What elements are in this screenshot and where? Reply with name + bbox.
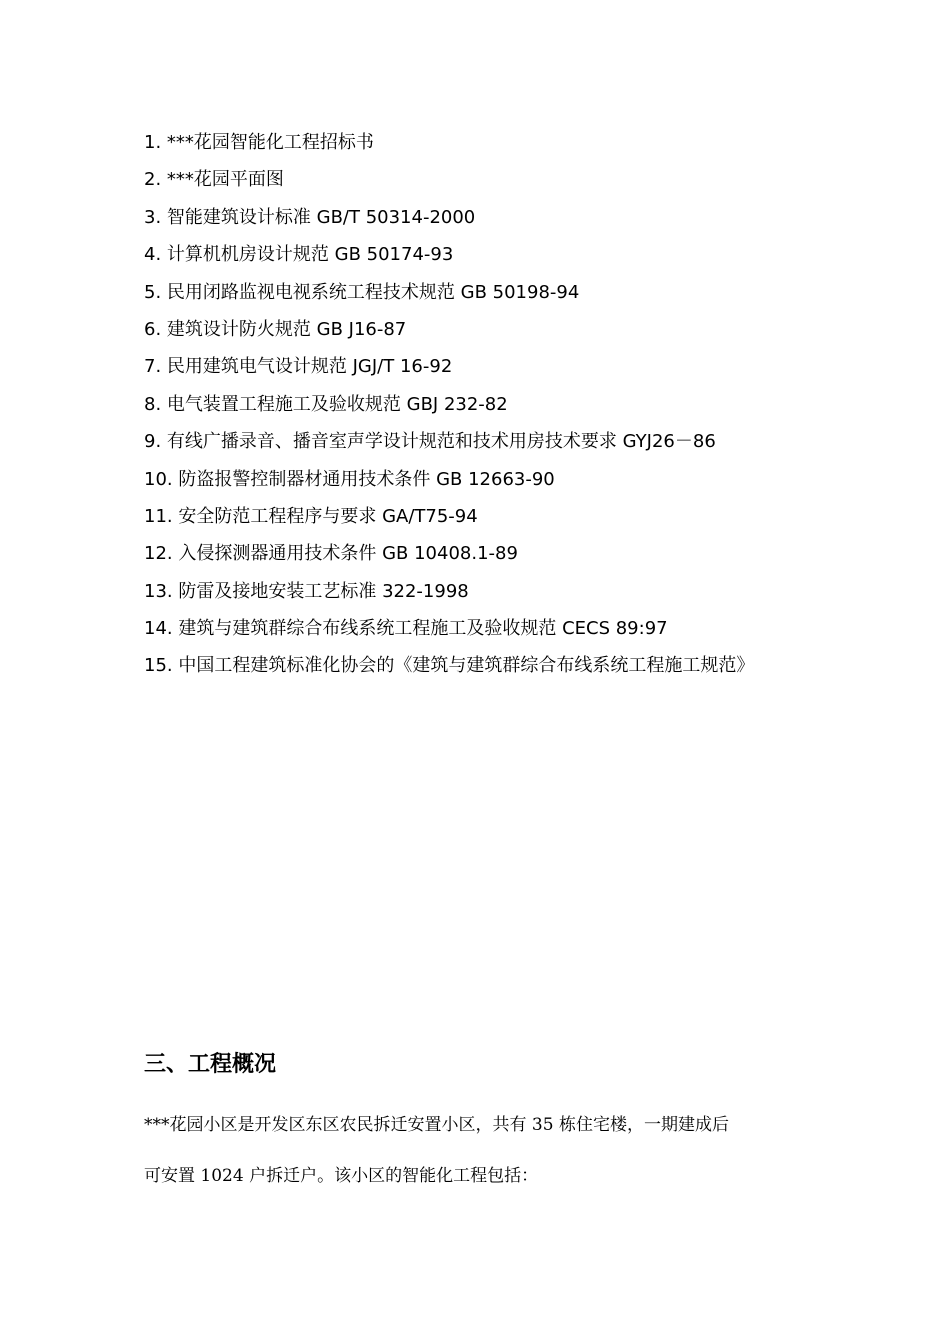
overview-paragraph [144,1110,824,1212]
reference-item: 10. 防盗报警控制器材通用技术条件 GB 12663-90 [144,468,555,490]
reference-list [144,124,754,685]
reference-item: 2. ***花园平面图 [144,169,284,191]
reference-item: 13. 防雷及接地安装工艺标准 322-1998 [144,580,469,602]
reference-item: 8. 电气装置工程施工及验收规范 GBJ 232-82 [144,393,508,415]
section-heading: 三、工程概况 [144,1052,277,1077]
reference-item: 15. 中国工程建筑标准化协会的《建筑与建筑群综合布线系统工程施工规范》 [144,655,755,677]
reference-item: 5. 民用闭路监视电视系统工程技术规范 GB 50198-94 [144,281,580,303]
paragraph-line: ***花园小区是开发区东区农民拆迁安置小区，共有 35 栋住宅楼，一期建成后 [144,1115,729,1135]
reference-item: 11. 安全防范工程程序与要求 GA/T75-94 [144,505,478,527]
reference-item: 7. 民用建筑电气设计规范 JGJ/T 16-92 [144,356,453,378]
reference-item: 14. 建筑与建筑群综合布线系统工程施工及验收规范 CECS 89:97 [144,618,668,640]
paragraph-line: 可安置 1024 户拆迁户。该小区的智能化工程包括： [144,1166,539,1186]
reference-item: 4. 计算机机房设计规范 GB 50174-93 [144,244,454,266]
reference-item: 9. 有线广播录音、播音室声学设计规范和技术用房技术要求 GYJ26－86 [144,431,716,453]
reference-item: 6. 建筑设计防火规范 GB J16-87 [144,318,407,340]
reference-item: 1. ***花园智能化工程招标书 [144,132,374,153]
reference-item: 3. 智能建筑设计标准 GB/T 50314-2000 [144,206,476,228]
reference-item: 12. 入侵探测器通用技术条件 GB 10408.1-89 [144,543,518,565]
